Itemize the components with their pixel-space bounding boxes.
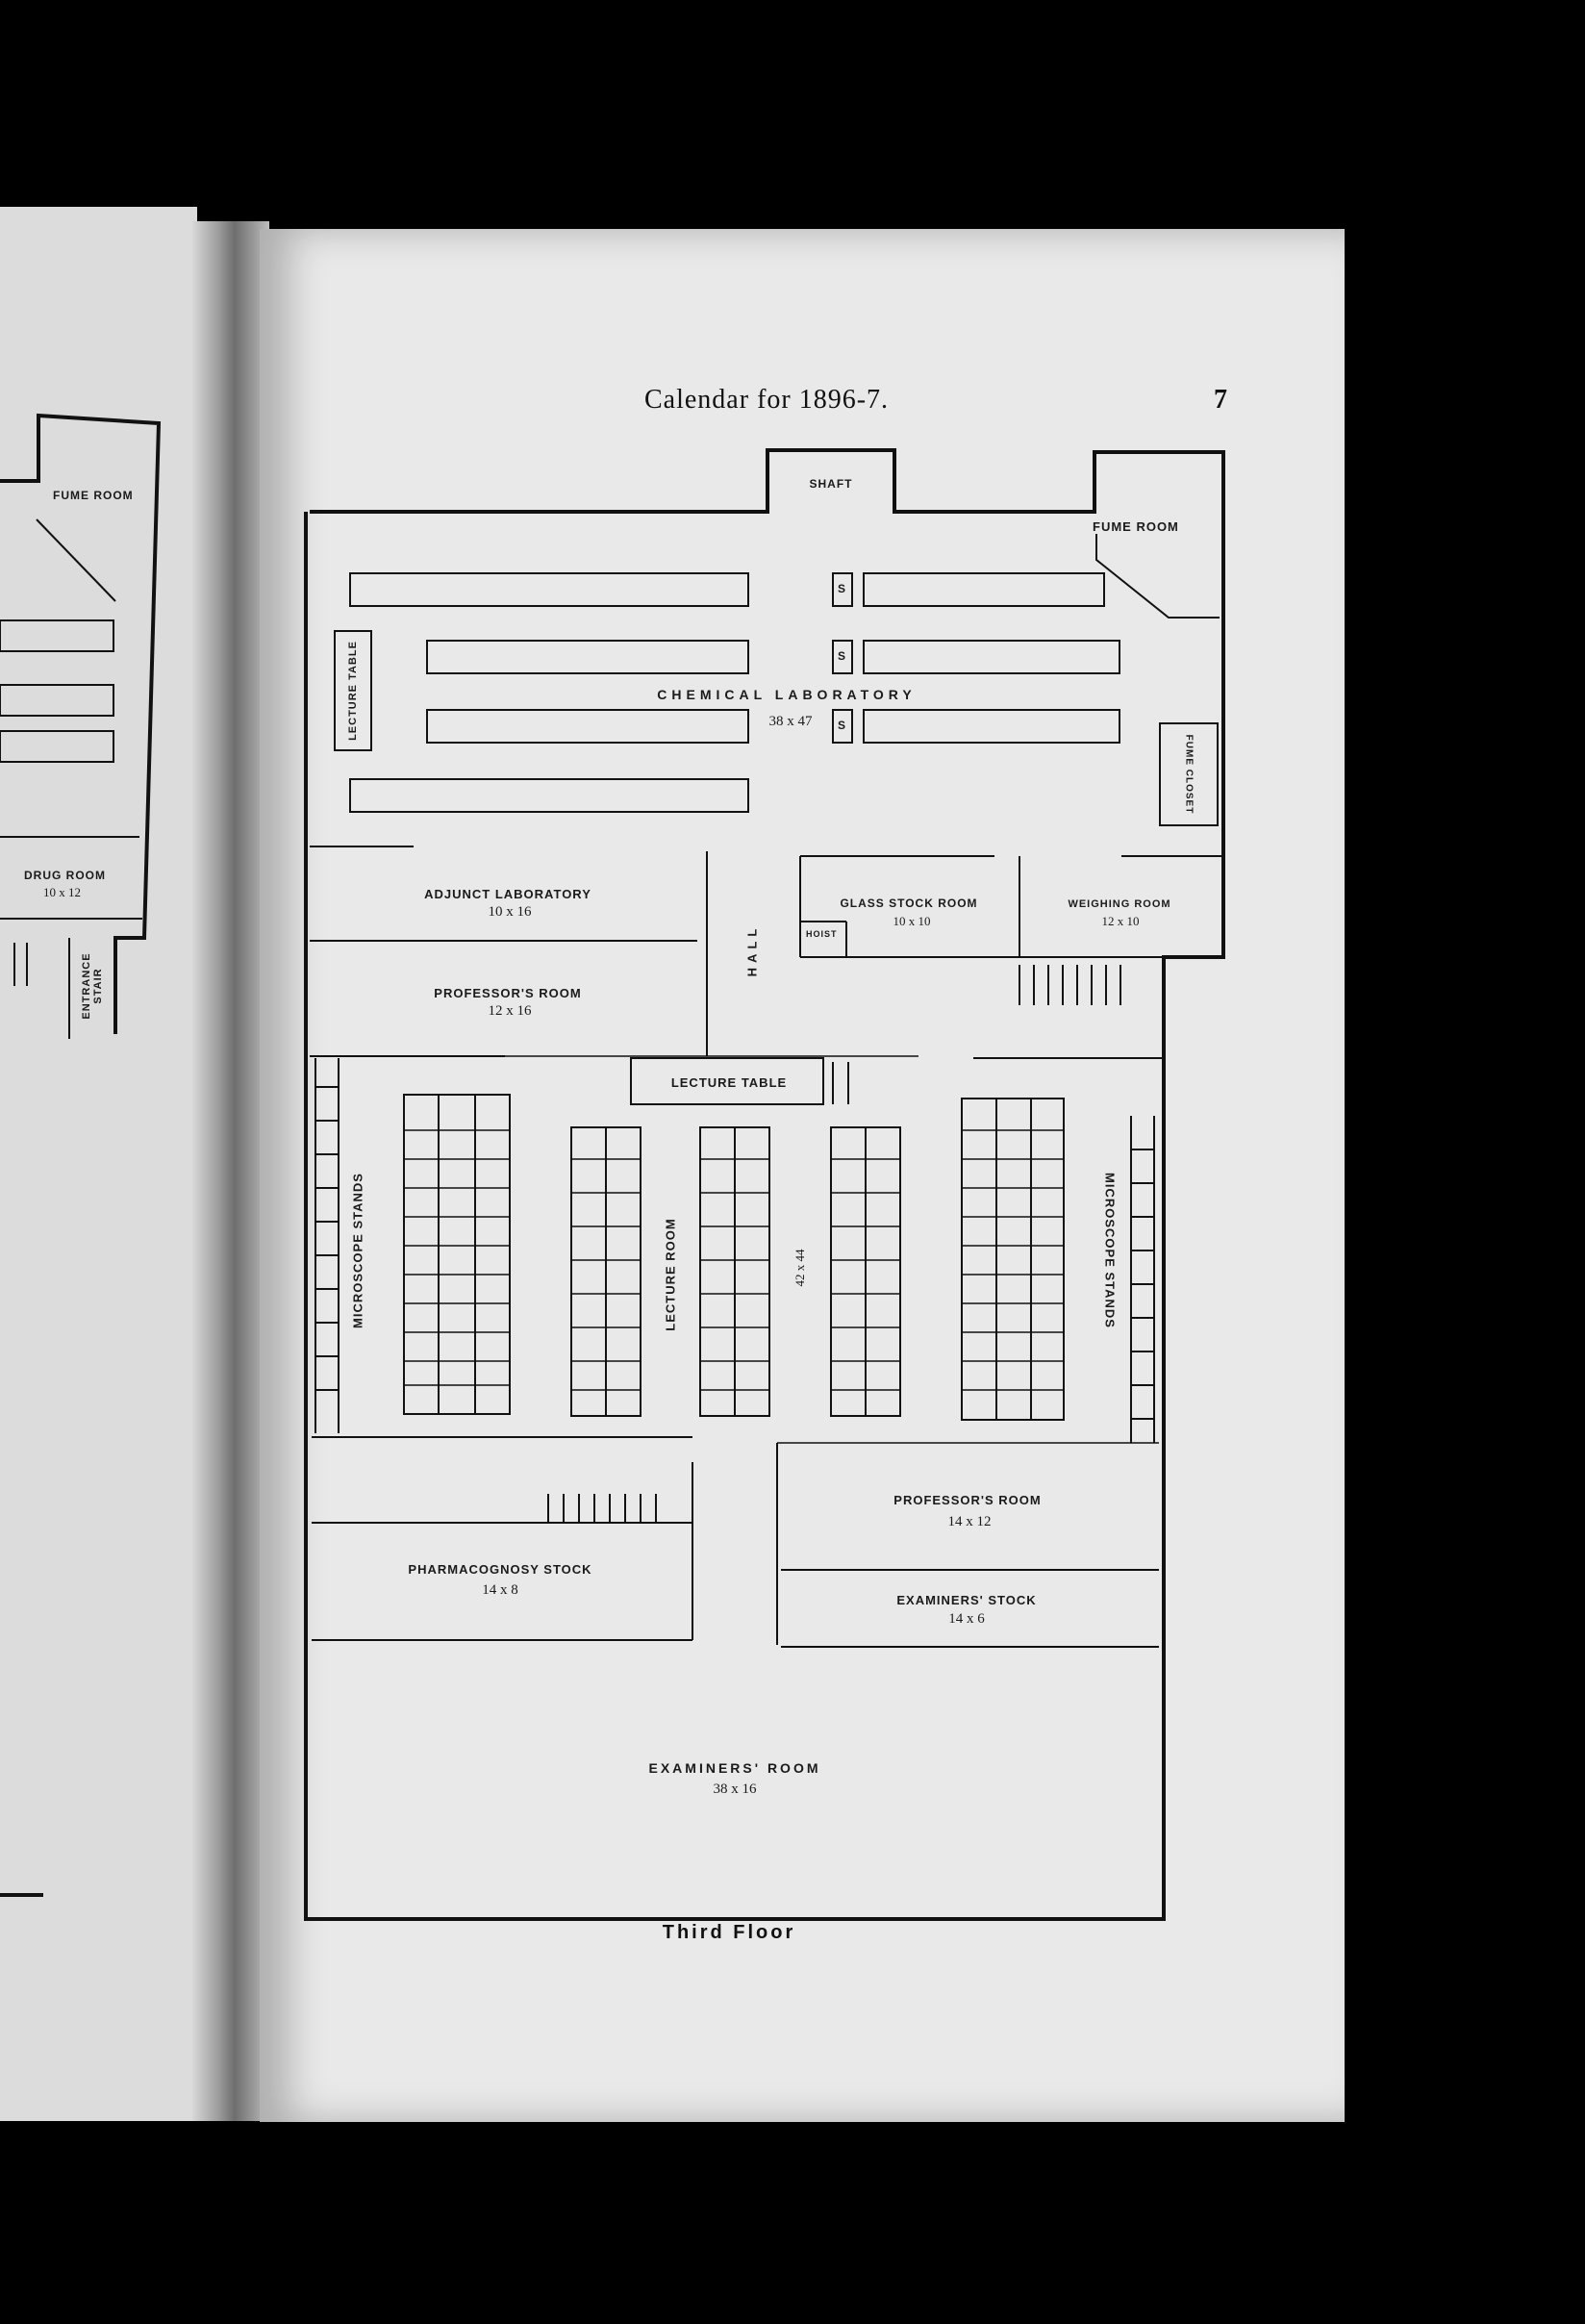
left-fume-room-label: FUME ROOM — [53, 489, 134, 502]
shaft-label: SHAFT — [809, 477, 853, 491]
examiners-stock-label: EXAMINERS' STOCK — [896, 1593, 1037, 1607]
fume-closet-label: FUME CLOSET — [1183, 734, 1195, 815]
professors-room-2-dims: 14 x 12 — [947, 1514, 992, 1529]
left-entrance-stair-label: ENTRANCE STAIR — [81, 952, 104, 1020]
adjunct-laboratory-label: ADJUNCT LABORATORY — [424, 887, 591, 901]
hoist-label: HOIST — [806, 929, 838, 939]
floor-title: Third Floor — [662, 1922, 796, 1943]
adjunct-laboratory-dims: 10 x 16 — [488, 904, 532, 920]
sink-label: S — [838, 582, 847, 595]
examiners-room-label: EXAMINERS' ROOM — [648, 1760, 821, 1776]
microscope-stands-right-label: MICROSCOPE STANDS — [1102, 1173, 1118, 1328]
bench — [427, 710, 748, 743]
left-plan-outline — [0, 416, 159, 1034]
bench — [864, 641, 1120, 673]
fume-room-label: FUME ROOM — [1093, 519, 1179, 534]
microscope-stands-left-label: MICROSCOPE STANDS — [350, 1173, 365, 1328]
sink-label: S — [838, 649, 847, 663]
chemical-laboratory-label: CHEMICAL LABORATORY — [657, 687, 917, 702]
bench — [350, 573, 748, 606]
bench — [864, 710, 1120, 743]
outer-wall — [306, 450, 1223, 1919]
pharmacognosy-stock-label: PHARMACOGNOSY STOCK — [408, 1562, 592, 1577]
examiners-room-dims: 38 x 16 — [713, 1781, 757, 1797]
professors-room-2-label: PROFESSOR'S ROOM — [893, 1493, 1042, 1507]
left-drug-room-label: DRUG ROOM — [24, 869, 106, 882]
pharmacognosy-stock-dims: 14 x 8 — [482, 1582, 518, 1598]
hall-label: HALL — [744, 923, 760, 977]
bench — [427, 641, 748, 673]
professors-room-1-label: PROFESSOR'S ROOM — [434, 986, 582, 1000]
glass-stock-room-dims: 10 x 10 — [893, 914, 931, 928]
lecture-room-dims: 42 x 44 — [792, 1249, 807, 1287]
fume-room-wall — [1096, 534, 1220, 618]
chemical-laboratory-dims: 38 x 47 — [768, 714, 813, 729]
lecture-table-label: LECTURE TABLE — [670, 1075, 788, 1090]
weighing-room-dims: 12 x 10 — [1101, 914, 1140, 928]
sink-label: S — [838, 719, 847, 732]
lecture-table-small-label: LECTURE TABLE — [347, 641, 359, 741]
seating-blocks — [404, 1095, 1064, 1420]
bench — [350, 779, 748, 812]
examiners-stock-dims: 14 x 6 — [948, 1611, 985, 1627]
page-number: 7 — [1214, 385, 1227, 415]
weighing-room-label: WEIGHING ROOM — [1068, 898, 1171, 910]
bench — [864, 573, 1104, 606]
left-drug-room-dims: 10 x 12 — [43, 885, 81, 899]
glass-stock-room-label: GLASS STOCK ROOM — [840, 897, 978, 910]
lecture-room-label: LECTURE ROOM — [663, 1218, 678, 1331]
professors-room-1-dims: 12 x 16 — [488, 1003, 532, 1019]
page-header-title: Calendar for 1896-7. — [644, 385, 890, 415]
